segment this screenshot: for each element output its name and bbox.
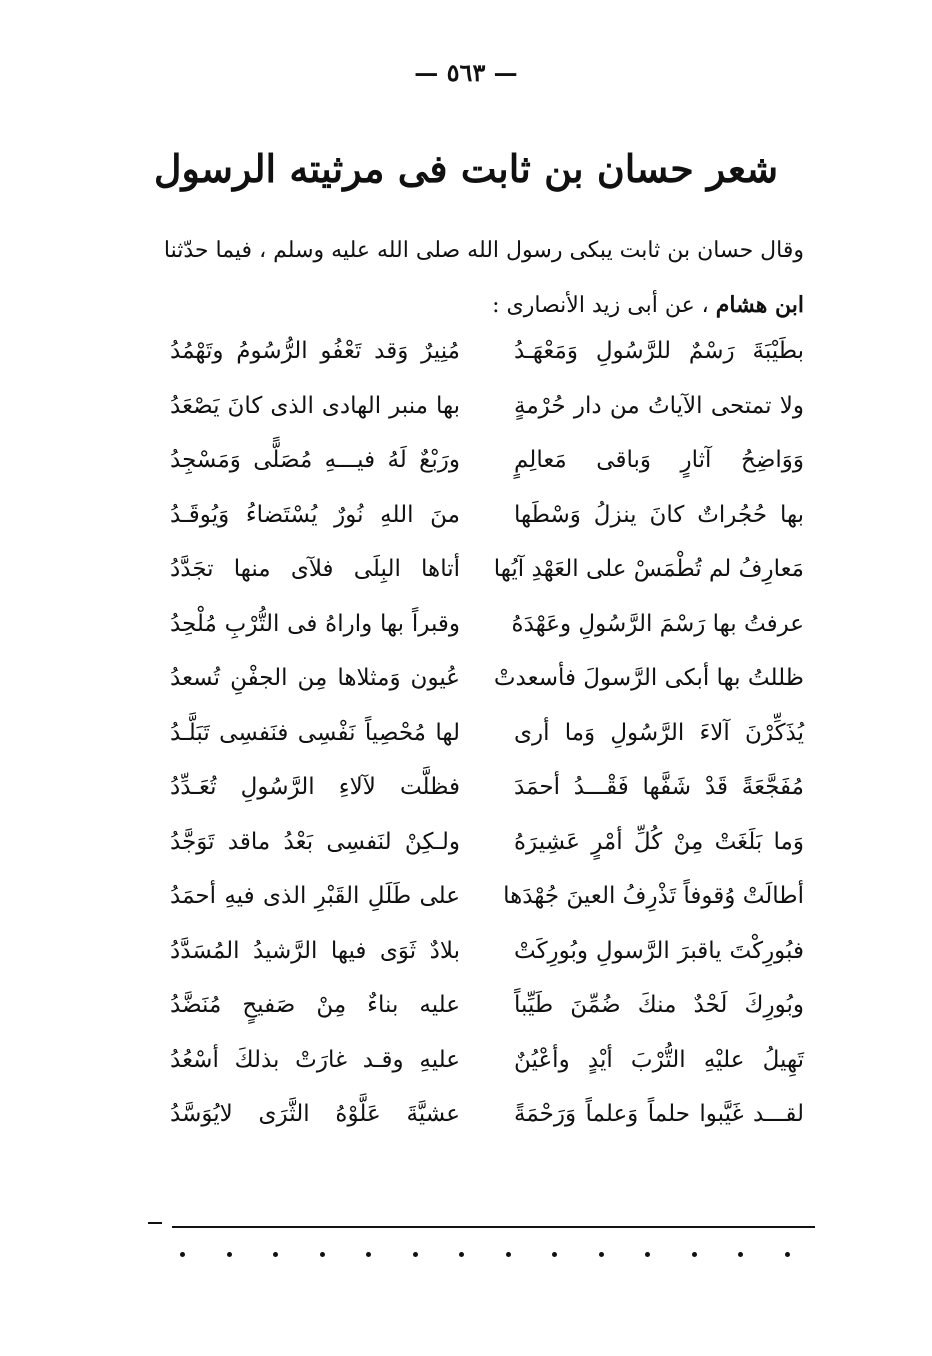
verse-first-hemistich: بها حُجُراتٌ كانَ ينزلُ وَسْطَها [514, 501, 804, 528]
verse-line [0, 556, 932, 606]
verse-line [0, 883, 932, 933]
verse-first-hemistich: مُفَجَّعَةً قَدْ شَفَّها فَقْـــدُ أحمَدَ [514, 774, 804, 800]
verse-line [0, 447, 932, 497]
verse-first-hemistich: فبُورِكْتَ ياقبرَ الرَّسولِ وبُورِكَتْ [514, 937, 804, 964]
verse-first-hemistich: لقـــد غَيَّبوا حلماً وَعلماً وَرَحْمَةً [514, 1101, 804, 1127]
verse-line [0, 1101, 932, 1151]
footer-dot [599, 1252, 604, 1257]
verse-first-hemistich: عرفتُ بها رَسْمَ الرَّسُولِ وعَهْدَهُ [511, 610, 804, 637]
verse-second-hemistich: عُيون وَمثلاها مِن الجفْنِ تُسعدُ [170, 665, 460, 691]
footer-dot [785, 1252, 790, 1257]
verse-first-hemistich: بطَيْبَةَ رَسْمٌ للرَّسُولِ وَمَعْهَـدُ [514, 338, 804, 364]
footer-rule-dash [148, 1222, 162, 1224]
verse-first-hemistich: يُذَكِّرْنَ آلاءَ الرَّسُولِ وَما أرى [514, 719, 804, 746]
verse-line [0, 502, 932, 552]
footer-dot [180, 1252, 185, 1257]
verse-second-hemistich: عشيَّةَ عَلَّوْهُ الثَّرَى لايُوَسَّدُ [170, 1101, 460, 1127]
verse-second-hemistich: بها منبر الهادى الذى كانَ يَصْعَدُ [170, 392, 460, 419]
footer-dot [273, 1252, 278, 1257]
footer-dot [227, 1252, 232, 1257]
poem-title: شعر حسان بن ثابت فى مرثيته الرسول [153, 146, 779, 191]
verse-second-hemistich: فظلَّت لآلاءِ الرَّسُولِ تُعَـدِّدُ [170, 774, 460, 800]
verse-first-hemistich: تَهِيلُ عليْهِ التُّرْبَ أيْدٍ وأعْيُنٌ [514, 1046, 804, 1073]
verse-second-hemistich: على طَلَلِ القَبْرِ الذى فيهِ أحمَدُ [170, 883, 460, 909]
verse-second-hemistich: عليهِ وقـد غارَتْ بذلكَ أسْعُدُ [170, 1046, 460, 1073]
footer-rule [172, 1226, 815, 1228]
verse-line [0, 1047, 932, 1097]
verse-line [0, 829, 932, 879]
verse-second-hemistich: أتاها البِلَى فلآى منها تجَدَّدُ [170, 556, 460, 582]
intro-author: ابن هشام [715, 292, 804, 318]
verse-line [0, 938, 932, 988]
verse-line [0, 774, 932, 824]
footer-dot [692, 1252, 697, 1257]
verse-second-hemistich: ولـكِنْ لنَفسِى بَعْدُ ماقد تَوَجَّدُ [170, 828, 460, 855]
footer-dot [459, 1252, 464, 1257]
verse-line [0, 393, 932, 443]
verse-line [0, 992, 932, 1042]
verse-line [0, 338, 932, 388]
page-number: — ٥٦٣ — [414, 58, 518, 87]
verse-second-hemistich: وقبراً بها واراهُ فى التُّرْبِ مُلْحِدُ [170, 610, 460, 637]
verse-first-hemistich: ولا تمتحى الآياتُ من دار حُرْمةٍ [514, 392, 804, 419]
footer-dot [413, 1252, 418, 1257]
footer-dot [366, 1252, 371, 1257]
verse-second-hemistich: لها مُحْصِياً نَفْسِى فنَفسِى تَبَلَّـدُ [170, 719, 460, 746]
footer-dot [645, 1252, 650, 1257]
verse-second-hemistich: عليه بناءٌ مِنْ صَفيحٍ مُنَضَّدُ [170, 992, 460, 1018]
footer-dot [738, 1252, 743, 1257]
verse-first-hemistich: أطالَتْ وُقوفاً تَذْرِفُ العينَ جُهْدَها [503, 883, 804, 909]
footer-dot [320, 1252, 325, 1257]
intro-line-1: وقال حسان بن ثابت يبكى رسول الله صلى الله عليه وسلم ، فيما حدّثنا [163, 238, 804, 263]
verse-first-hemistich: ظللتُ بها أبكى الرَّسولَ فأسعدتْ [493, 665, 804, 691]
intro-line-2 [164, 292, 804, 318]
verse-second-hemistich: ورَبْعٌ لَهُ فيـــهِ مُصَلًّى وَمَسْجِدُ [170, 447, 460, 473]
verse-second-hemistich: مُنِيرٌ وَقد تَعْفُو الرُّسُومُ وتَهْمُدُ [170, 338, 460, 364]
verse-first-hemistich: وَما بَلَغَتْ مِنْ كُلِّ أمْرٍ عَشِيرَهُ [514, 828, 804, 855]
verse-line [0, 720, 932, 770]
verse-second-hemistich: منَ اللهِ نُورٌ يُسْتَضاءُ وَيُوقَـدُ [170, 501, 460, 528]
intro-line-2-rest: ، عن أبى زيد الأنصارى : [492, 293, 709, 318]
footer-dots [180, 1252, 790, 1257]
verse-second-hemistich: بلادٌ ثَوَى فيها الرَّشيدُ المُسَدَّدُ [170, 937, 460, 964]
verse-first-hemistich: وبُورِكَ لَحْدٌ منكَ ضُمِّنَ طَيِّباً [514, 992, 804, 1018]
verse-line [0, 611, 932, 661]
footer-dot [506, 1252, 511, 1257]
verse-first-hemistich: مَعارِفُ لم تُطْمَسْ على العَهْدِ آيُها [493, 556, 804, 582]
verse-first-hemistich: وَوَاضِحُ آثارٍ وَباقى مَعالِمٍ [514, 447, 804, 473]
verse-line [0, 665, 932, 715]
footer-dot [552, 1252, 557, 1257]
